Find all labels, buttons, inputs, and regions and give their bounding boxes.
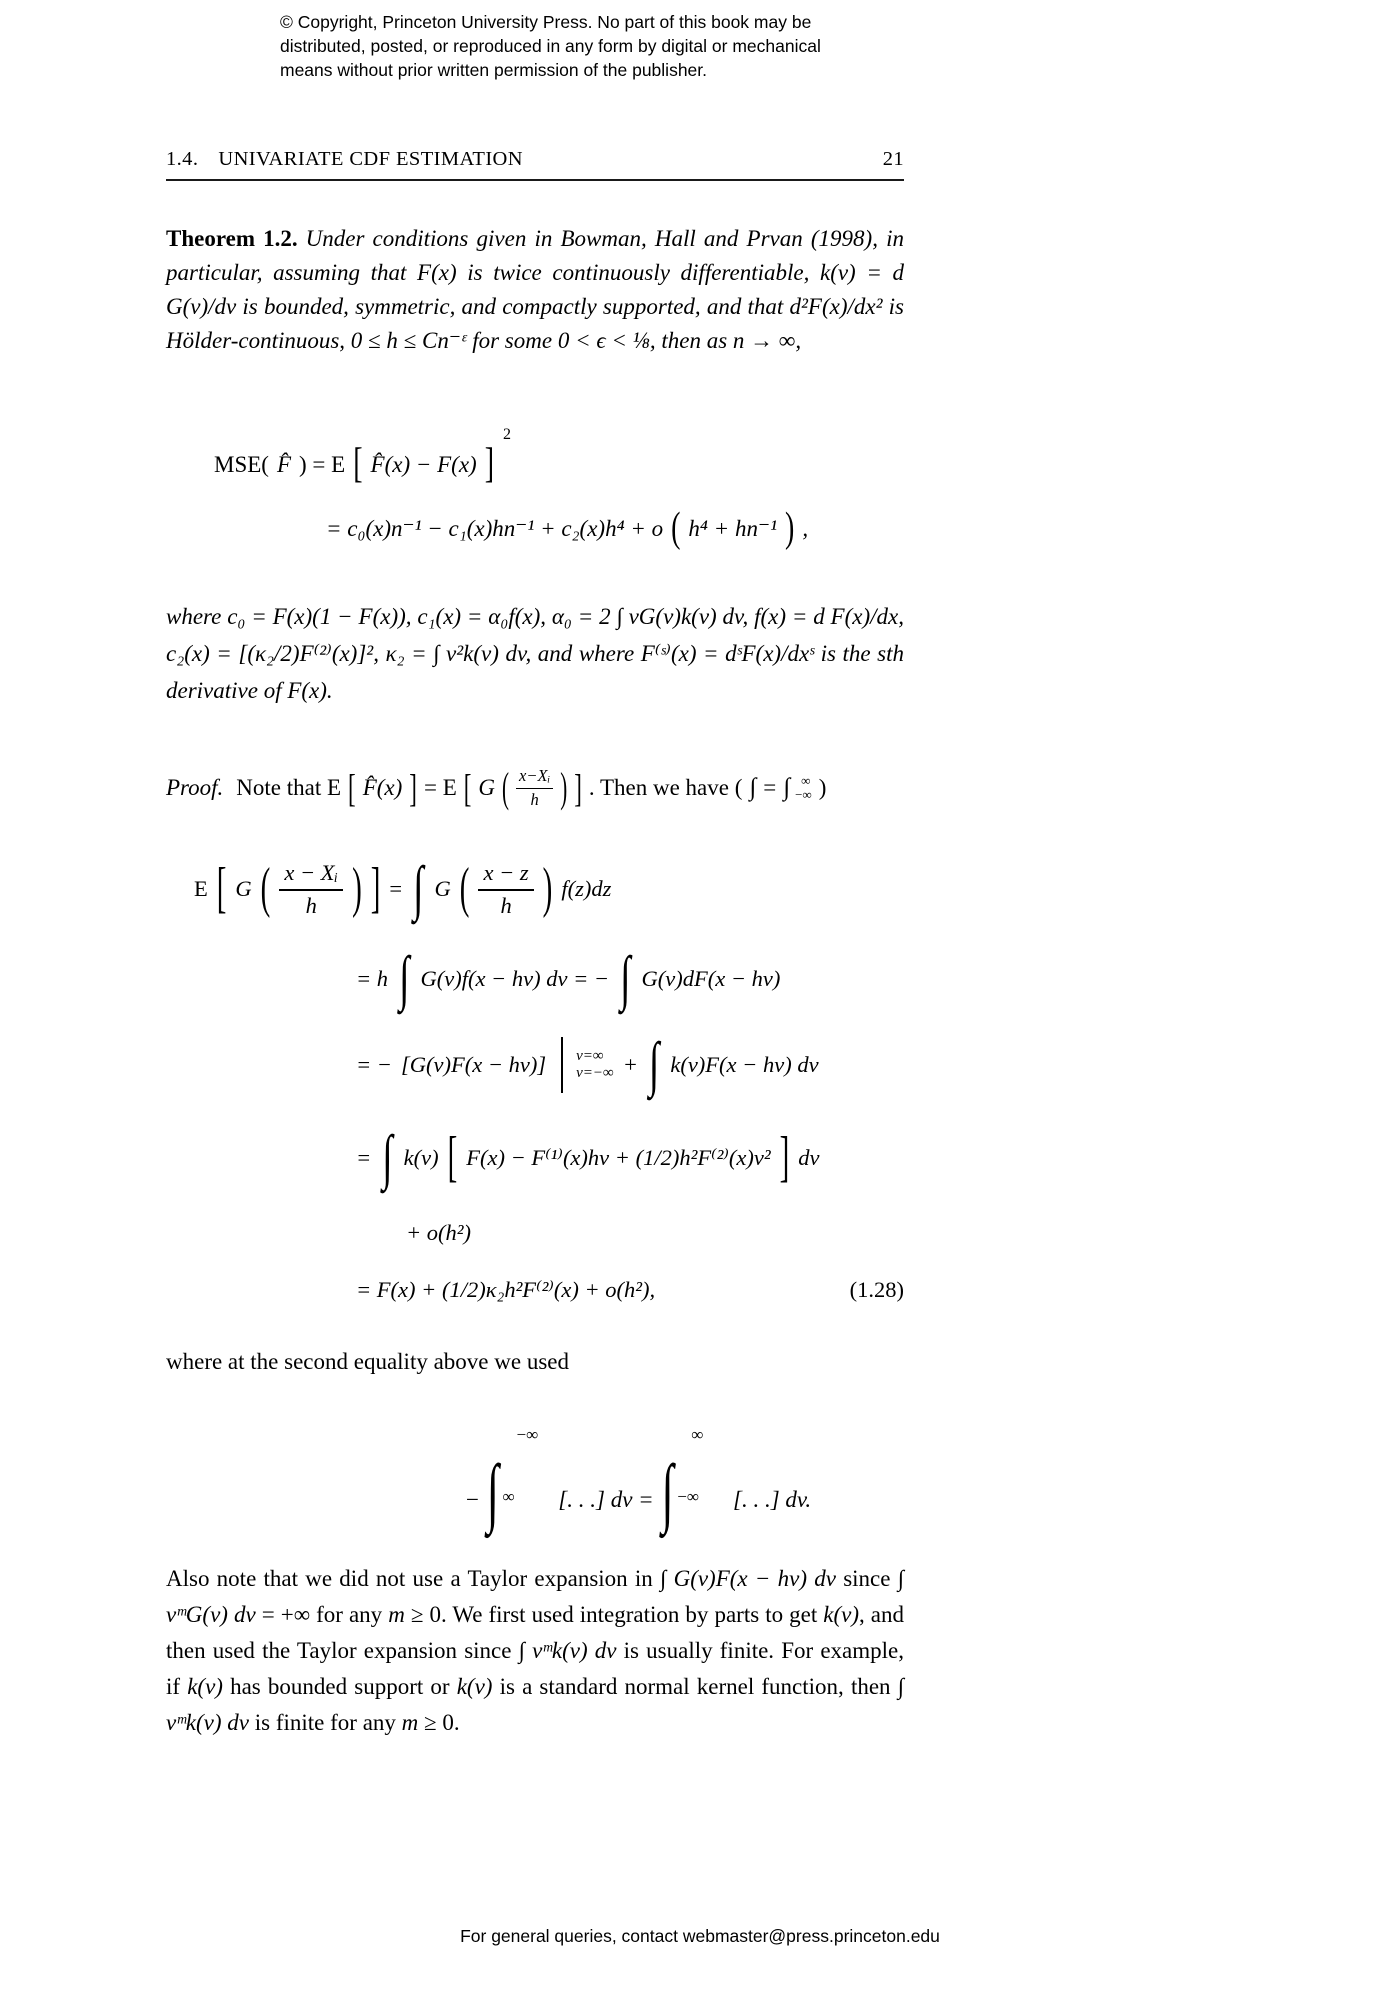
boundary-term: [G(v)F(x − hv)] — [401, 1052, 547, 1077]
integral-icon: ∫ — [620, 945, 631, 1013]
integral-limits — [677, 1425, 727, 1507]
mse-equation — [166, 426, 904, 554]
expectation-E: E — [194, 876, 208, 901]
theorem-body: Under conditions given in Bowman, Hall and Prvan (1998), in particular, assuming that F(x) is twice continuously differentiable, k(v) = d G(v)/dv is bounded, symmetric, and compactly supported, and that d²F(x)/dx² is Hölder-continuous, 0 ≤ h ≤ Cn⁻ᵋ for some 0 < ϵ < ⅛, then as n → ∞, — [166, 226, 904, 353]
integral-icon: ∫ — [783, 774, 791, 801]
where-paragraph: where c₀ = F(x)(1 − F(x)), c₁(x) = α₀f(x), α₀ = 2 ∫ vG(v)k(v) dv, f(x) = d F(x)/dx, c₂(x) = [(κ₂/2)F⁽²⁾(x)]², κ₂ = ∫ v²k(v) dv, and where F⁽ˢ⁾(x) = dˢF(x)/dxˢ is the sth derivative of F(x). — [166, 604, 904, 703]
left-paren: ( — [459, 856, 470, 920]
section-title: UNIVARIATE CDF ESTIMATION — [218, 148, 523, 170]
right-paren: ) — [542, 856, 553, 920]
proof-text-1: Note that E — [236, 775, 342, 800]
right-paren: ) — [352, 856, 362, 920]
fraction — [279, 860, 343, 919]
density-term: f(z)dz — [561, 876, 612, 901]
ellipsis-integrand: [. . .] dv = — [558, 1487, 654, 1512]
lower-limit: −∞ — [795, 787, 812, 802]
cdf-kernel-G: G — [434, 876, 451, 901]
left-bracket: [ — [348, 766, 356, 810]
integral-icon: ∫ — [413, 855, 424, 923]
f-hat-of-x: F̂(x) — [362, 775, 403, 800]
copyright-line-1: © Copyright, Princeton University Press. No part of this book may be — [280, 12, 812, 32]
left-bracket: [ — [216, 856, 227, 920]
integral-limits — [795, 774, 812, 802]
equals-sign: = — [356, 1145, 372, 1170]
right-bracket: ] — [409, 766, 417, 810]
integrand: k(v)F(x − hv) dv — [670, 1052, 819, 1077]
little-o-content: h⁴ + hn⁻¹ — [688, 516, 777, 541]
lower-limit: v=−∞ — [576, 1065, 614, 1081]
theorem-paragraph — [166, 222, 904, 358]
also-note-paragraph: Also note that we did not use a Taylor expansion in ∫ G(v)F(x − hv) dv since ∫ vᵐG(v) dv = +∞ for any m ≥ 0. We first used integration by parts to get k(v), and then used the Taylor expansion since ∫ vᵐk(v) dv is usually finite. For example, if k(v) has bounded support or k(v) is a standard normal kernel function, then ∫ vᵐk(v) dv is finite for any m ≥ 0. — [166, 1566, 905, 1735]
proof-text-2: = E — [423, 775, 457, 800]
fraction-denominator: h — [305, 892, 317, 918]
ellipsis-integrand: [. . .] dv. — [733, 1487, 812, 1512]
left-paren: ( — [260, 856, 271, 920]
text-column — [166, 222, 904, 1741]
integral-icon: ∫ — [399, 945, 410, 1013]
cdf-kernel-G: G — [478, 775, 496, 800]
fraction-denominator: h — [530, 789, 539, 809]
left-paren: ( — [502, 763, 510, 811]
header-rule — [166, 179, 904, 181]
integral-icon: ∫ — [661, 1449, 674, 1535]
equals-h: = h — [356, 966, 389, 991]
right-paren: ) — [560, 763, 568, 811]
final-expression: = F(x) + (1/2)κ₂h²F⁽²⁾(x) + o(h²), — [356, 1277, 656, 1302]
proof-text-3: . Then we have ( — [588, 775, 743, 800]
right-bracket: ] — [370, 856, 381, 920]
evaluation-bar — [561, 1037, 563, 1093]
left-bracket: [ — [353, 441, 363, 488]
upper-limit: v=∞ — [576, 1048, 604, 1064]
derivation-block — [166, 845, 904, 1315]
integral-icon: ∫ — [648, 1031, 660, 1099]
right-bracket: ] — [574, 766, 582, 810]
integrand: G(v)f(x − hv) dv = − — [420, 966, 610, 991]
left-bracket: [ — [447, 1125, 458, 1189]
little-o-term: + o(h²) — [406, 1220, 472, 1245]
upper-limit: ∞ — [801, 773, 811, 788]
copyright-notice — [280, 10, 821, 82]
comma: , — [802, 516, 809, 541]
mse-equation-line-1 — [214, 426, 904, 500]
taylor-expansion: F(x) − F⁽¹⁾(x)hv + (1/2)h²F⁽²⁾(x)v² — [466, 1145, 771, 1170]
equals-sign: = — [763, 775, 777, 800]
equals-minus: = − — [356, 1052, 392, 1077]
page-number: 21 — [882, 148, 904, 170]
right-bracket: ] — [484, 441, 495, 488]
section-number: 1.4. — [166, 148, 199, 170]
copyright-line-3: means without prior written permission of the publisher. — [280, 60, 708, 80]
f-hat: F̂ — [276, 452, 292, 477]
running-header — [166, 148, 904, 171]
equation-number: (1.28) — [849, 1277, 904, 1302]
right-bracket: ] — [779, 1125, 790, 1189]
kernel-k: k(v) — [403, 1145, 439, 1170]
right-paren: ) — [784, 505, 795, 552]
left-paren: ( — [671, 505, 681, 552]
derivation-line-1 — [194, 845, 904, 933]
integrand: G(v)dF(x − hv) — [641, 966, 781, 991]
second-equality-text: where at the second equality above we used — [166, 1349, 569, 1374]
copyright-line-2: distributed, posted, or reproduced in any form by digital or mechanical — [280, 36, 821, 56]
plus-sign: + — [622, 1052, 638, 1077]
derivation-line-3 — [356, 1025, 904, 1105]
mse-equation-line-2 — [326, 504, 904, 554]
derivation-line-4 — [356, 1115, 904, 1201]
equals-sign: = — [389, 876, 403, 901]
upper-limit: −∞ — [516, 1425, 539, 1444]
fraction — [478, 860, 533, 919]
derivation-line-2 — [356, 943, 904, 1015]
derivation-line-6 — [356, 1265, 904, 1315]
evaluation-limits — [576, 1048, 614, 1082]
integral-limits — [502, 1425, 553, 1507]
upper-limit: ∞ — [691, 1425, 704, 1444]
squared-exponent: 2 — [503, 426, 512, 443]
lower-limit: −∞ — [677, 1487, 699, 1506]
left-bracket: [ — [463, 766, 472, 810]
derivation-line-5 — [406, 1211, 904, 1255]
integral-icon: ∫ — [486, 1449, 499, 1535]
mse-expansion: = c₀(x)n⁻¹ − c₁(x)hn⁻¹ + c₂(x)h⁴ + o — [326, 516, 664, 541]
equals-expectation: ) = E — [299, 452, 346, 477]
dv-term: dv — [798, 1145, 820, 1170]
fraction-numerator: x − Xᵢ — [279, 860, 343, 891]
inline-fraction — [516, 767, 553, 810]
fraction-denominator: h — [500, 892, 512, 918]
theorem-label: Theorem 1.2. — [166, 226, 298, 251]
proof-label: Proof. — [166, 775, 224, 800]
fraction-numerator: x − z — [478, 860, 533, 891]
proof-paragraph — [166, 747, 904, 829]
integral-icon: ∫ — [749, 774, 757, 801]
page-footer: For general queries, contact webmaster@press.princeton.edu — [460, 1926, 940, 1946]
minus-sign: − — [466, 1487, 479, 1512]
closing-paren: ) — [818, 775, 827, 800]
mse-bracket-content: F̂(x) − F(x) — [370, 452, 477, 477]
integral-identity-equation — [466, 1425, 904, 1535]
cdf-kernel-G: G — [235, 876, 252, 901]
lower-limit: ∞ — [502, 1487, 515, 1506]
mse-operator: MSE( — [214, 452, 269, 477]
integral-icon: ∫ — [382, 1124, 393, 1192]
fraction-numerator: x−Xᵢ — [516, 767, 553, 789]
